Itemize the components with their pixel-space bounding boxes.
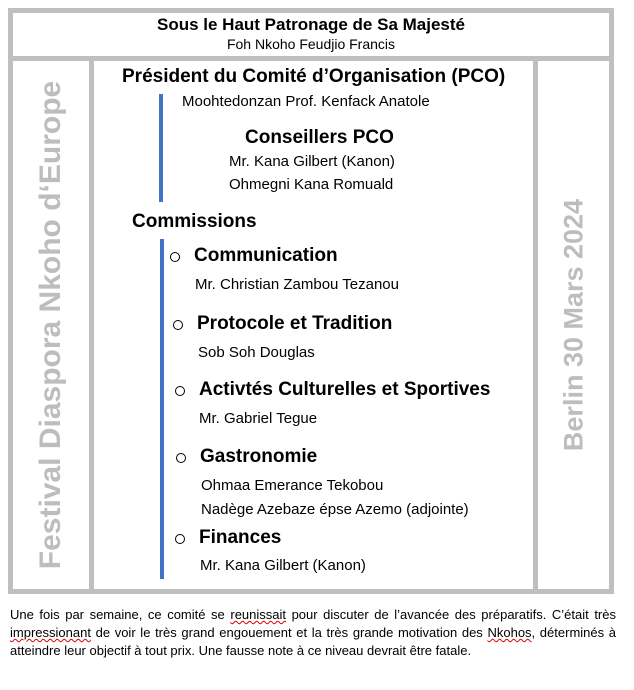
paragraph-text: pour discuter de l’avancée des préparatifs. C’était très <box>286 607 616 622</box>
commission-title: Finances <box>199 527 282 548</box>
bullet-circle-icon <box>170 252 180 262</box>
patronage-subtitle: Foh Nkoho Feudjio Francis <box>226 36 396 52</box>
commission-title: Communication <box>194 245 338 266</box>
right-side-panel <box>538 61 609 589</box>
paragraph-text: de voir le très grand engouement et la très grande motivation des <box>90 625 488 640</box>
left-side-panel <box>13 61 89 589</box>
conseiller-name: Ohmegni Kana Romuald <box>229 176 394 193</box>
organigram-panel <box>94 61 533 589</box>
commission-member: Ohmaa Emerance Tekobou <box>201 477 384 494</box>
paragraph-text: , déterminés à atteindre leur objectif à tout prix. Une fausse note à ce niveau devrait être fatale. <box>10 625 617 658</box>
commissions-accent-bar <box>160 239 164 579</box>
commissions-title: Commissions <box>132 211 257 232</box>
bullet-circle-icon <box>176 453 186 463</box>
paragraph-misspelled-word: impressionant <box>10 625 91 640</box>
body-paragraph <box>10 606 616 660</box>
commission-title: Protocole et Tradition <box>197 313 393 334</box>
festival-vertical-title: Festival Diaspora Nkoho d‘Europe <box>34 80 67 570</box>
event-date-vertical: Berlin 30 Mars 2024 <box>558 198 588 452</box>
patronage-title: Sous le Haut Patronage de Sa Majesté <box>157 15 465 34</box>
paragraph-text: Une fois par semaine, ce comité se <box>10 607 231 622</box>
bullet-circle-icon <box>173 320 183 330</box>
president-title: Président du Comité d’Organisation (PCO) <box>122 66 506 87</box>
commission-member: Mr. Kana Gilbert (Kanon) <box>200 557 366 574</box>
conseillers-title: Conseillers PCO <box>245 127 394 148</box>
commission-member: Nadège Azebaze épse Azemo (adjointe) <box>201 501 469 518</box>
paragraph-misspelled-word: Nkohos <box>487 625 532 640</box>
commission-member: Mr. Christian Zambou Tezanou <box>195 276 399 293</box>
commission-member: Mr. Gabriel Tegue <box>199 410 318 427</box>
president-accent-bar <box>159 94 163 202</box>
commission-title: Activtés Culturelles et Sportives <box>199 379 491 400</box>
bullet-circle-icon <box>175 386 185 396</box>
bullet-circle-icon <box>175 534 185 544</box>
commission-title: Gastronomie <box>200 446 318 467</box>
patronage-box <box>13 13 609 56</box>
commission-member: Sob Soh Douglas <box>198 344 315 361</box>
president-name: Moohtedonzan Prof. Kenfack Anatole <box>182 93 430 110</box>
paragraph-misspelled-word: reunissait <box>230 607 286 622</box>
conseiller-name: Mr. Kana Gilbert (Kanon) <box>229 153 395 170</box>
